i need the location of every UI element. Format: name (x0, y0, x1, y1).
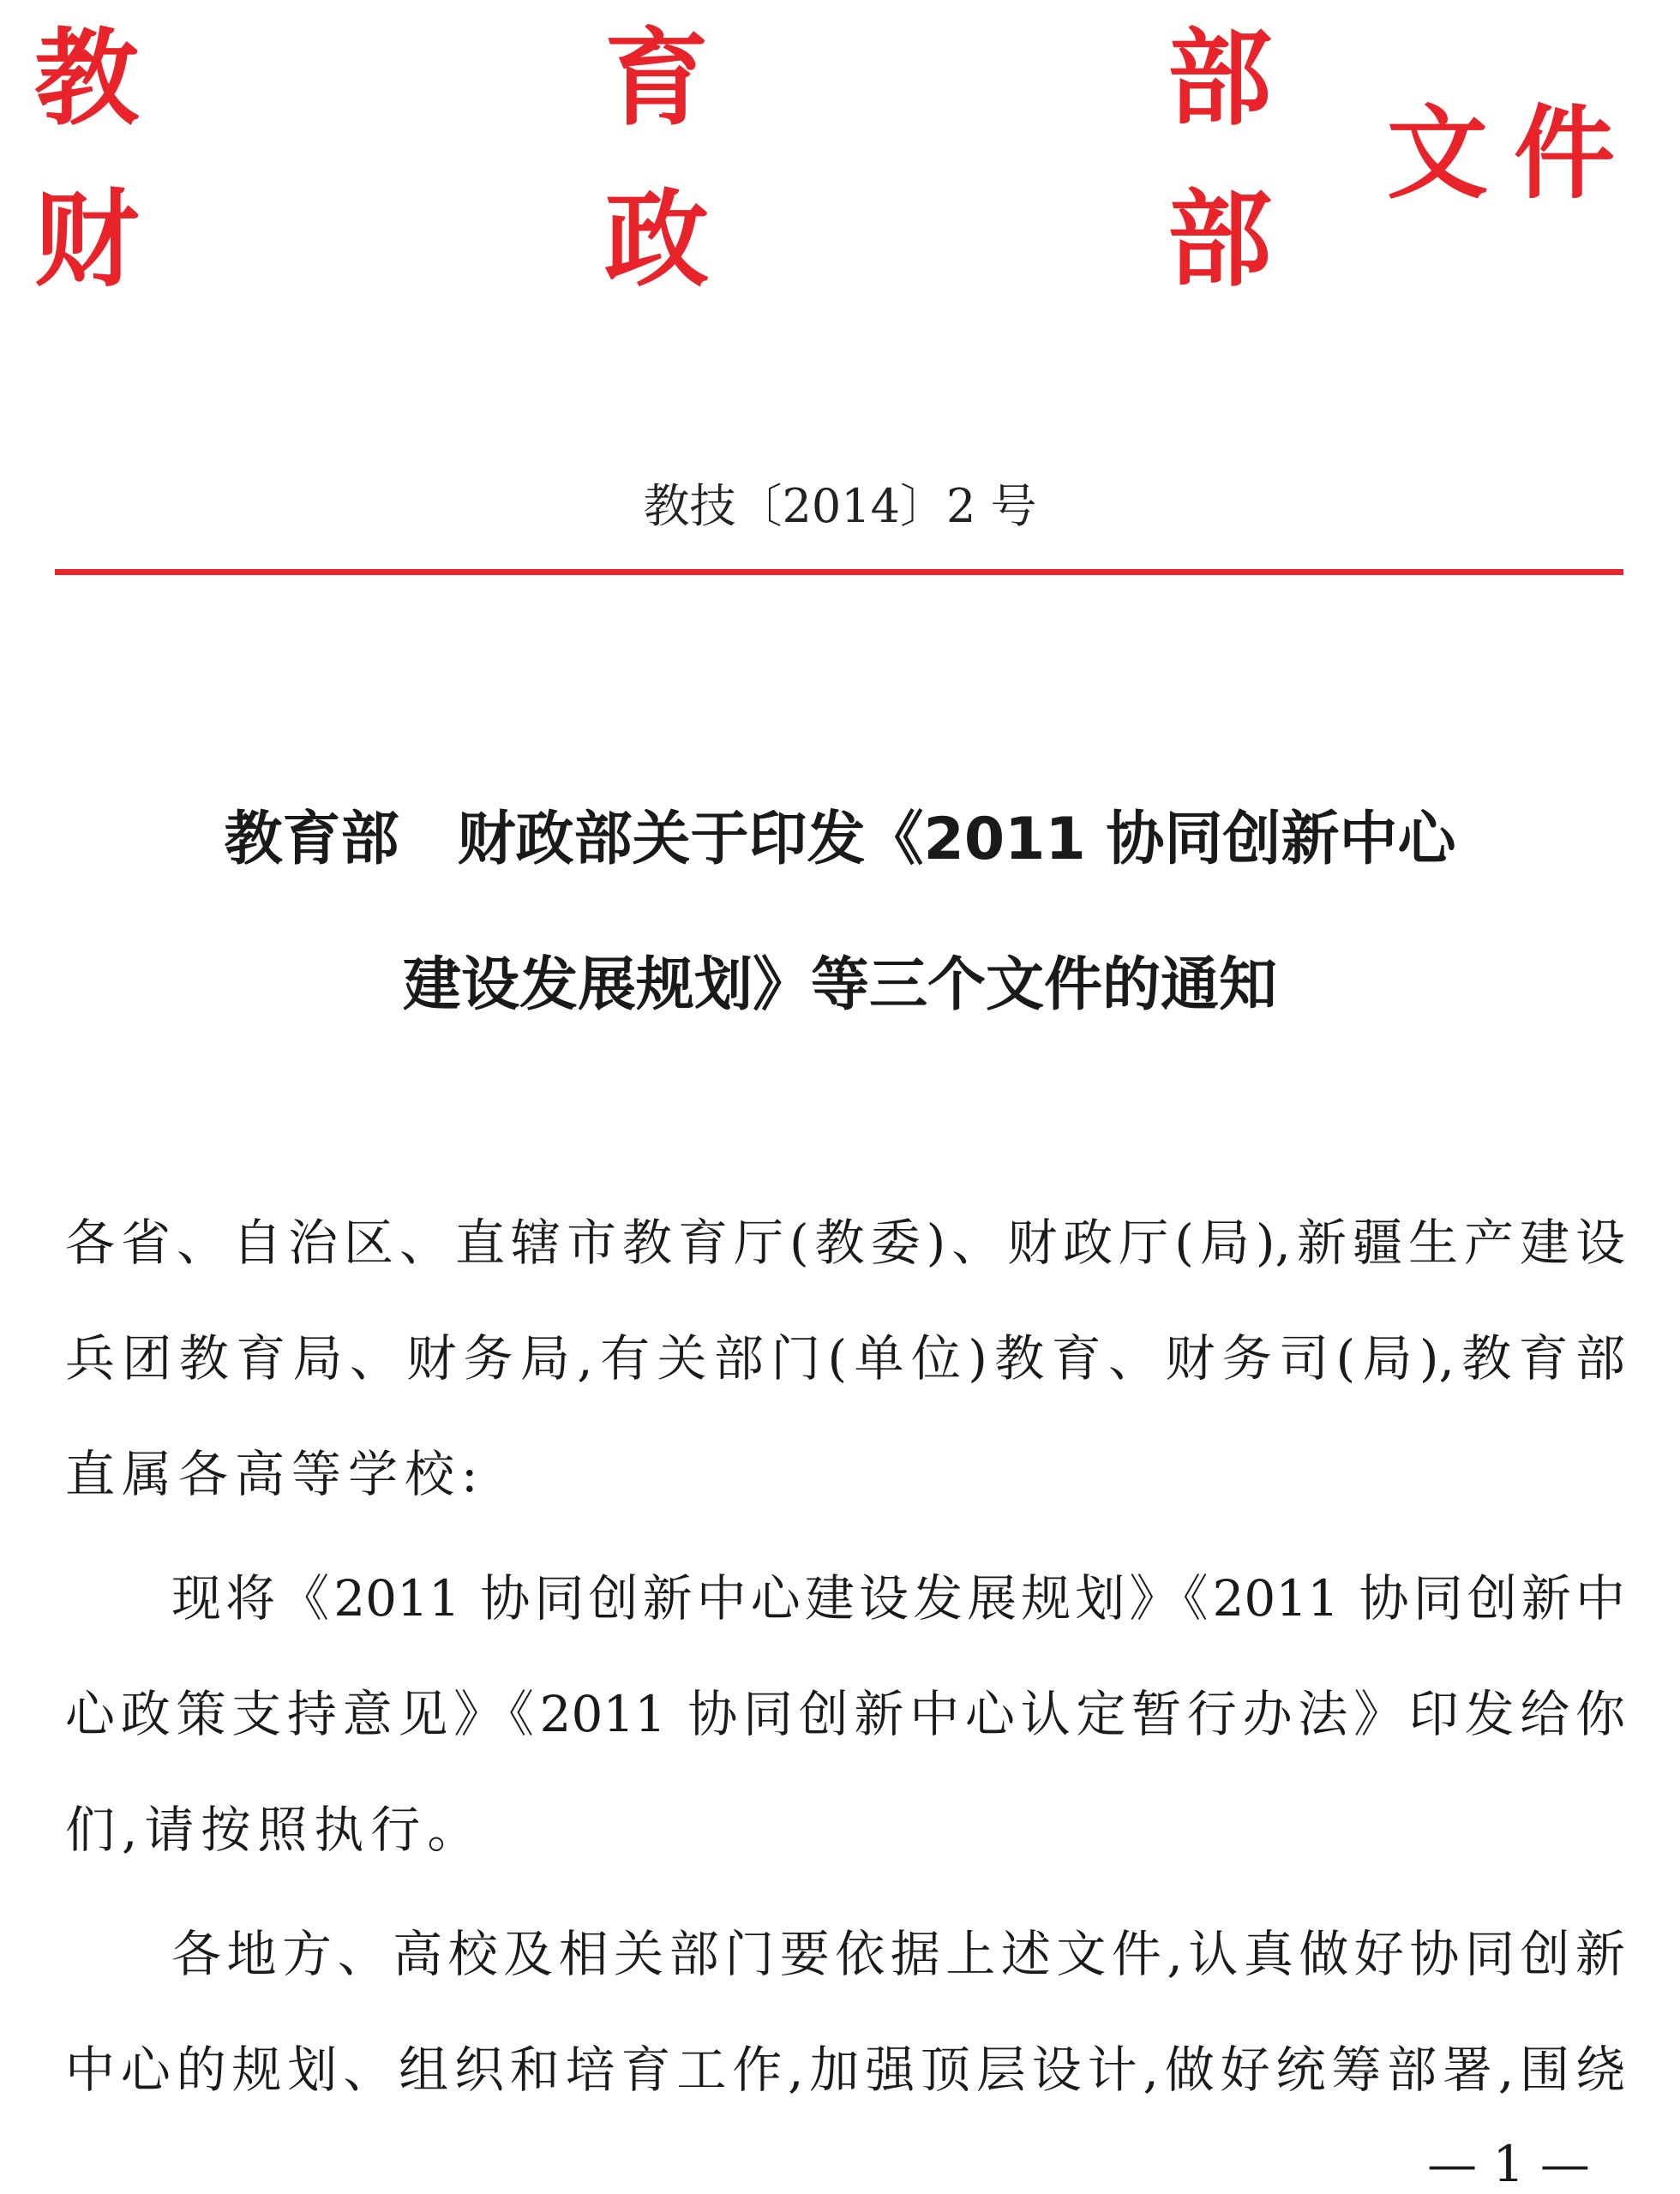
letterhead-char-zheng: 政 (604, 177, 709, 301)
body-line-5: 心政策支持意见》《2011 协同创新中心认定暂行办法》印发给你 (65, 1685, 1625, 1743)
document-title-line-2: 建设发展规划》等三个文件的通知 (402, 951, 1277, 1019)
letterhead-char-jiao: 教 (34, 16, 139, 140)
body-line-7: 各地方、高校及相关部门要依据上述文件,认真做好协同创新 (171, 1925, 1625, 1983)
letterhead-char-bu-1: 部 (1167, 16, 1272, 140)
body-line-6: 们,请按照执行。 (65, 1801, 484, 1859)
letterhead-char-cai: 财 (34, 177, 139, 301)
body-line-3: 直属各高等学校: (65, 1445, 485, 1503)
body-line-4: 现将《2011 协同创新中心建设发展规划》《2011 协同创新中 (171, 1569, 1625, 1628)
document-number: 教技〔2014〕2 号 (643, 479, 1037, 533)
letterhead-char-yu: 育 (604, 16, 709, 140)
body-line-2: 兵团教育局、财务局,有关部门(单位)教育、财务司(局),教育部 (65, 1329, 1625, 1388)
body-line-1: 各省、自治区、直辖市教育厅(教委)、财政厅(局),新疆生产建设 (65, 1214, 1625, 1272)
document-title-line-1: 教育部 财政部关于印发《2011 协同创新中心 (224, 806, 1456, 873)
body-line-8: 中心的规划、组织和培育工作,加强顶层设计,做好统筹部署,围绕 (65, 2041, 1625, 2099)
page-number: — 1 — (1427, 2135, 1590, 2193)
red-divider-line (55, 569, 1623, 575)
letterhead-document-type: 文件 (1387, 93, 1641, 213)
letterhead-char-bu-2: 部 (1167, 177, 1272, 301)
